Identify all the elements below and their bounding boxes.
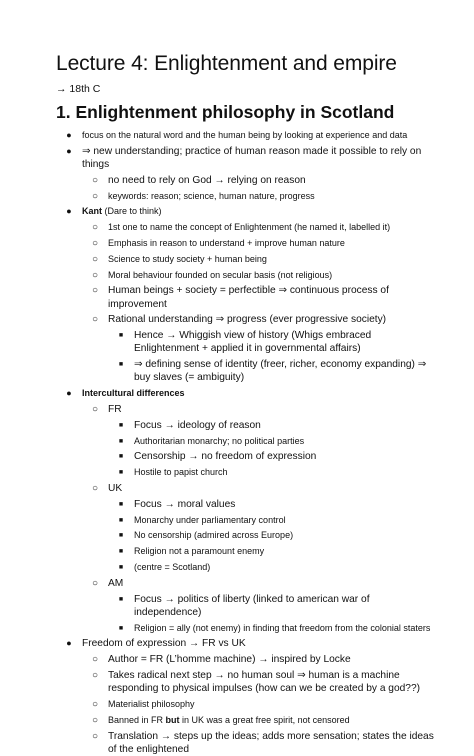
list-item xyxy=(56,221,434,234)
list-item xyxy=(56,329,434,355)
item-text: Censorship → no freedom of expression xyxy=(134,451,317,463)
item-text: ⇒ new understanding; practice of human reason made it possible to rely on things xyxy=(82,145,422,170)
period-note: → 18th C xyxy=(56,83,101,95)
circle-bullet-icon: ○ xyxy=(91,237,99,249)
item-text: UK xyxy=(108,482,123,494)
item-text: Author = FR (L’homme machine) → inspired by Locke xyxy=(108,654,351,666)
list-item xyxy=(56,561,434,574)
square-bullet-icon: ■ xyxy=(118,437,124,445)
list-item xyxy=(56,714,434,727)
item-text: Moral behaviour founded on secular basis (not religious) xyxy=(108,269,333,280)
list-item xyxy=(56,284,434,310)
square-bullet-icon: ■ xyxy=(118,500,124,508)
circle-bullet-icon: ○ xyxy=(91,269,99,281)
circle-bullet-icon: ○ xyxy=(91,403,99,415)
item-text: No censorship (admired across Europe) xyxy=(134,530,294,541)
item-text: (Dare to think) xyxy=(102,206,162,217)
circle-bullet-icon: ○ xyxy=(91,714,99,726)
list-item xyxy=(56,593,434,619)
item-text: Hence → Whiggish view of history (Whigs embraced Enlightenment + applied it in governmental affairs) xyxy=(134,330,372,355)
item-text: in UK was a great free spirit, not censored xyxy=(179,714,350,725)
circle-bullet-icon: ○ xyxy=(91,285,99,297)
list-item xyxy=(56,482,434,495)
list-item xyxy=(56,435,434,448)
circle-bullet-icon: ○ xyxy=(91,174,99,186)
square-bullet-icon: ■ xyxy=(118,361,124,369)
list-item xyxy=(56,190,434,203)
list-item xyxy=(56,174,434,187)
circle-bullet-icon: ○ xyxy=(91,669,99,681)
list-item xyxy=(56,637,434,650)
list-item xyxy=(56,237,434,250)
square-bullet-icon: ■ xyxy=(118,548,124,556)
disc-bullet-icon: ● xyxy=(66,145,72,156)
disc-bullet-icon: ● xyxy=(66,388,72,399)
item-text: Hostile to papist church xyxy=(134,467,228,478)
disc-bullet-icon: ● xyxy=(66,638,72,649)
item-text: Translation → steps up the ideas; adds more sensation; states the ideas of the enlightened xyxy=(108,730,434,755)
list-item xyxy=(56,269,434,282)
item-bold-text: Kant xyxy=(82,206,102,217)
disc-bullet-icon: ● xyxy=(66,206,72,217)
item-text: Materialist philosophy xyxy=(108,698,195,709)
item-text: Focus → moral values xyxy=(134,498,236,510)
square-bullet-icon: ■ xyxy=(118,532,124,540)
square-bullet-icon: ■ xyxy=(118,469,124,477)
item-text: AM xyxy=(108,577,124,589)
item-text: Monarchy under parliamentary control xyxy=(134,514,286,525)
list-item xyxy=(56,450,434,463)
item-text: Religion not a paramount enemy xyxy=(134,546,265,557)
circle-bullet-icon: ○ xyxy=(91,698,99,710)
item-text: Rational understanding ⇒ progress (ever progressive society) xyxy=(108,314,387,326)
list-item xyxy=(56,514,434,527)
square-bullet-icon: ■ xyxy=(118,332,124,340)
circle-bullet-icon: ○ xyxy=(91,253,99,265)
list-item xyxy=(56,387,434,400)
section-heading: 1. Enlightenment philosophy in Scotland xyxy=(56,102,395,122)
item-text: (centre = Scotland) xyxy=(134,561,211,572)
circle-bullet-icon: ○ xyxy=(91,577,99,589)
circle-bullet-icon: ○ xyxy=(91,190,99,202)
circle-bullet-icon: ○ xyxy=(91,482,99,494)
list-item xyxy=(56,730,434,756)
item-text: Banned in FR xyxy=(108,714,166,725)
item-text: Intercultural differences xyxy=(82,388,185,399)
item-text: Focus → politics of liberty (linked to american war of independence) xyxy=(134,593,370,618)
circle-bullet-icon: ○ xyxy=(91,314,99,326)
list-item xyxy=(56,498,434,511)
list-item xyxy=(56,358,434,384)
item-text: Takes radical next step → no human soul ⇒ human is a machine responding to physical impulses (how can we be created by a god??) xyxy=(108,669,421,695)
item-text: keywords: reason; science, human nature, progress xyxy=(108,190,315,201)
item-text: Science to study society + human being xyxy=(108,253,267,264)
item-text: focus on the natural word and the human being by looking at experience and data xyxy=(82,130,408,140)
list-item xyxy=(56,313,434,326)
square-bullet-icon: ■ xyxy=(118,563,124,571)
list-item xyxy=(56,529,434,542)
item-bold-text: but xyxy=(165,714,180,725)
item-text: Religion = ally (not enemy) in finding that freedom from the colonial staters xyxy=(134,622,431,633)
list-item xyxy=(56,622,434,635)
square-bullet-icon: ■ xyxy=(118,595,124,603)
item-text: Focus → ideology of reason xyxy=(134,419,261,431)
square-bullet-icon: ■ xyxy=(118,516,124,524)
item-text: ⇒ defining sense of identity (freer, richer, economy expanding) ⇒ buy slaves (= ambiguity) xyxy=(134,359,427,384)
list-item xyxy=(56,545,434,558)
list-item xyxy=(56,145,434,171)
item-text: FR xyxy=(108,403,122,415)
outline-list xyxy=(56,129,434,756)
list-item xyxy=(56,403,434,416)
item-text: Human beings + society = perfectible ⇒ continuous process of improvement xyxy=(108,285,389,310)
disc-bullet-icon: ● xyxy=(66,130,72,140)
list-item xyxy=(56,698,434,711)
item-text: Authoritarian monarchy; no political parties xyxy=(134,435,305,446)
item-text: no need to rely on God → relying on reason xyxy=(108,174,306,186)
list-item xyxy=(56,577,434,590)
item-text: Freedom of expression → FR vs UK xyxy=(82,638,246,650)
square-bullet-icon: ■ xyxy=(118,453,124,461)
circle-bullet-icon: ○ xyxy=(91,654,99,666)
square-bullet-icon: ■ xyxy=(118,624,124,632)
circle-bullet-icon: ○ xyxy=(91,222,99,234)
item-text: Emphasis in reason to understand + improve human nature xyxy=(108,237,345,248)
square-bullet-icon: ■ xyxy=(118,421,124,429)
list-item xyxy=(56,669,434,695)
list-item xyxy=(56,129,434,142)
list-item xyxy=(56,205,434,218)
page-title: Lecture 4: Enlightenment and empire xyxy=(56,52,397,75)
list-item xyxy=(56,253,434,266)
item-text: 1st one to name the concept of Enlightenment (he named it, labelled it) xyxy=(108,222,391,233)
list-item xyxy=(56,466,434,479)
list-item xyxy=(56,419,434,432)
circle-bullet-icon: ○ xyxy=(91,730,99,742)
list-item xyxy=(56,653,434,666)
